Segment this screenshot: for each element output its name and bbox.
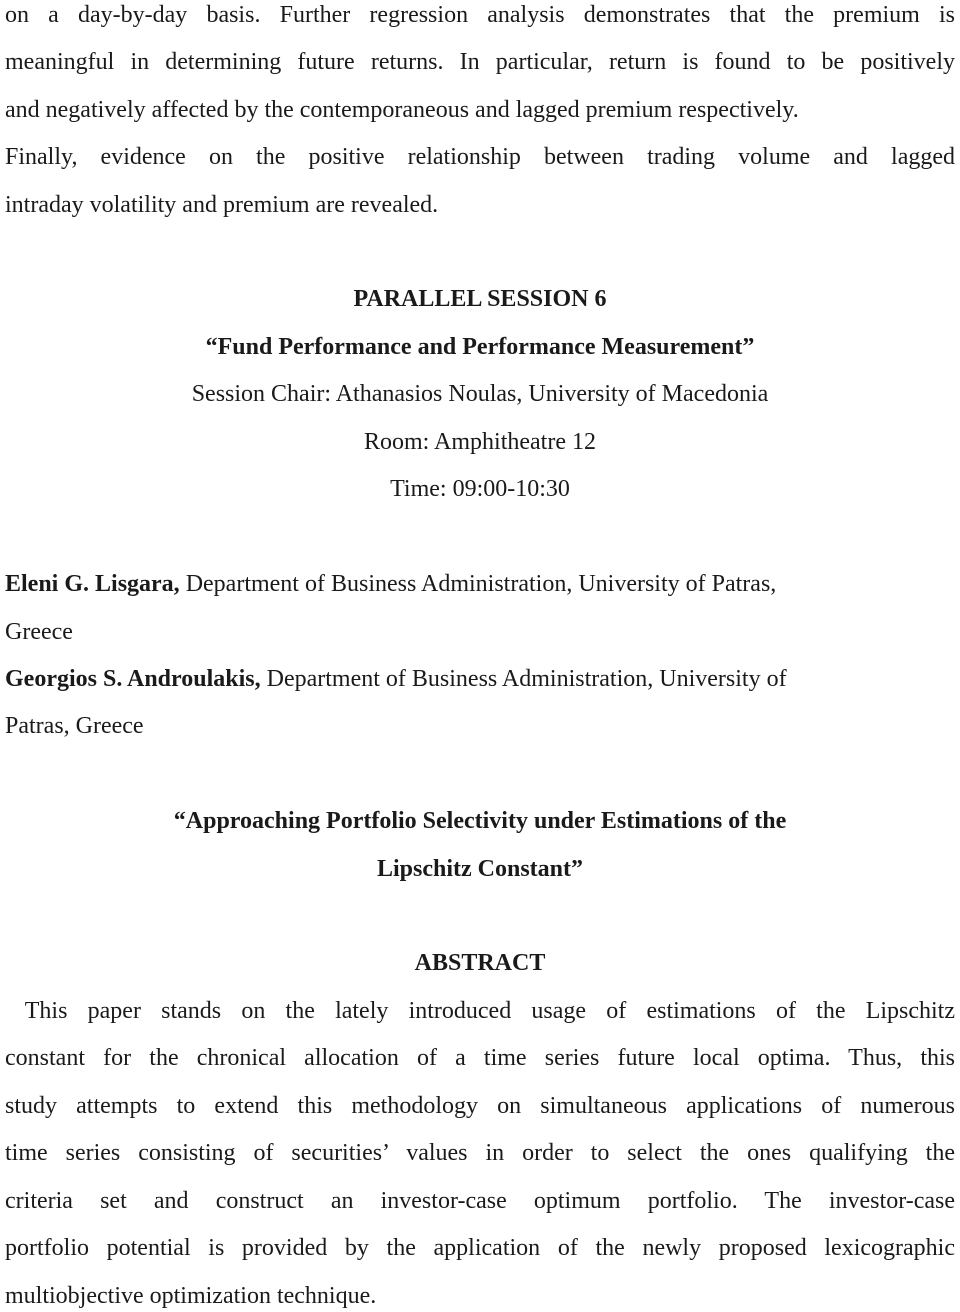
abstract-line-1: This paper stands on the lately introduced usage of estimations of the Lipschitz [5, 998, 955, 1024]
intro-line-4: Finally, evidence on the positive relationship between trading volume and lagged [5, 144, 955, 170]
session-heading: PARALLEL SESSION 6 [353, 286, 607, 312]
session-chair: Session Chair: Athanasios Noulas, University of Macedonia [191, 381, 769, 407]
intro-line-5: intraday volatility and premium are revealed. [5, 192, 439, 218]
author-1-name: Eleni G. Lisgara, [5, 571, 180, 597]
abstract-line-6: portfolio potential is provided by the application of the newly proposed lexicographic [5, 1235, 955, 1261]
session-time: Time: 09:00-10:30 [390, 476, 570, 502]
author-1-affiliation-cont: Greece [5, 619, 73, 645]
abstract-line-5: criteria set and construct an investor-case optimum portfolio. The investor-case [5, 1188, 955, 1214]
intro-line-1: on a day-by-day basis. Further regression analysis demonstrates that the premium is [5, 2, 955, 28]
paper-title-line-2: Lipschitz Constant” [376, 856, 584, 882]
session-room: Room: Amphitheatre 12 [364, 429, 596, 455]
abstract-line-4: time series consisting of securities’ values in order to select the ones qualifying the [5, 1140, 955, 1166]
author-2-name: Georgios S. Androulakis, [5, 666, 261, 692]
author-2 [5, 665, 955, 693]
intro-line-3: and negatively affected by the contemporaneous and lagged premium respectively. [5, 97, 799, 123]
author-1-affiliation: Department of Business Administration, University of Patras, [179, 571, 777, 597]
author-2-affiliation-cont: Patras, Greece [5, 713, 144, 739]
abstract-line-7: multiobjective optimization technique. [5, 1283, 377, 1309]
intro-line-2: meaningful in determining future returns. In particular, return is found to be positively [5, 49, 955, 75]
abstract-heading: ABSTRACT [414, 950, 546, 976]
abstract-line-3: study attempts to extend this methodology on simultaneous applications of numerous [5, 1093, 955, 1119]
paper-title-line-1: “Approaching Portfolio Selectivity under Estimations of the [173, 808, 787, 834]
author-1 [5, 570, 955, 598]
session-title: “Fund Performance and Performance Measurement” [205, 334, 755, 360]
abstract-line-2: constant for the chronical allocation of a time series future local optima. Thus, this [5, 1045, 955, 1071]
author-2-affiliation: Department of Business Administration, University of [260, 666, 787, 692]
